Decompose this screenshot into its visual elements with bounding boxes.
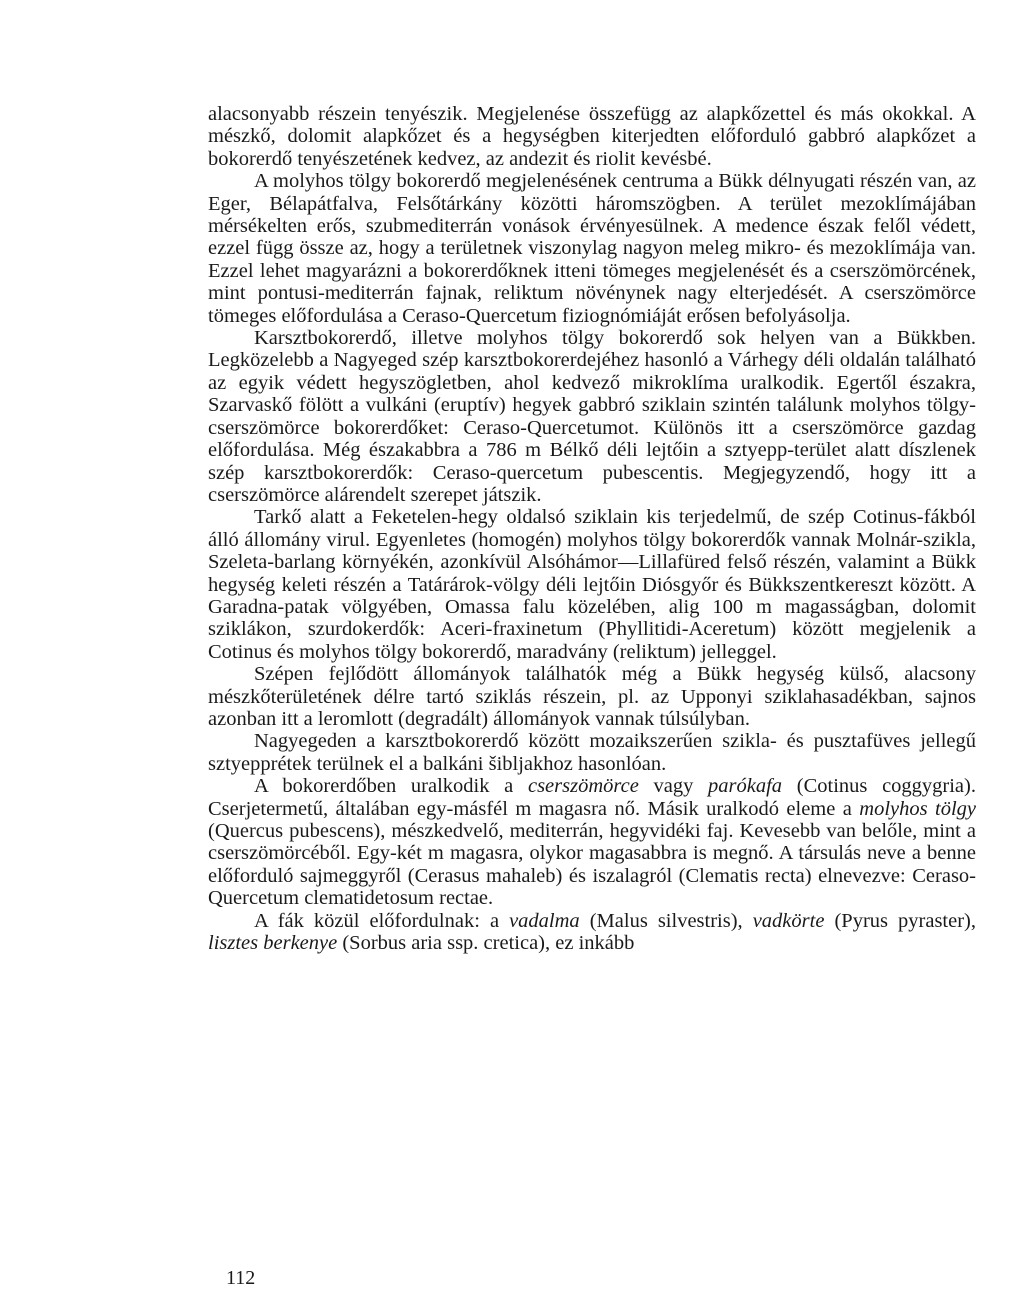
italic-term: molyhos tölgy (859, 797, 976, 820)
paragraph (208, 506, 976, 663)
text-run: (Pyrus pyraster), (824, 909, 977, 932)
text-run: A molyhos tölgy bokorerdő megjelenésének centruma a Bükk délnyugati részén van, az Eger, Bélapátfalva, Felsőtárkány közötti háromszögben. A terület mezoklímájában mérsékelten erős, szubmediterrán vonások érvényesülnek. A medence észak felől védett, ezzel függ össze az, hogy a területnek viszonylag nagyon meleg mikro- és mezoklímája van. Ezzel lehet magyarázni a bokorerdőknek itteni tömeges megjelenését és a cserszömörcének, mint pontusi-mediterrán fajnak, reliktum növénynek nagy elterjedését. A cserszömörce tömeges előfordulása a Ceraso-Quercetum fiziognómiáját erősen befolyásolja. (208, 170, 976, 327)
paragraph (208, 103, 976, 170)
text-run: Karsztbokorerdő, illetve molyhos tölgy bokorerdő sok helyen van a Bükkben. Legközelebb a Nagyeged szép karsztbokorerdejéhez hasonló a Várhegy déli oldalán található az egyik védett hegyszögletben, ahol kedvező mikroklíma uralkodik. Egertől északra, Szarvaskő fölött a vulkáni (eruptív) hegyek gabbró sziklain szintén találunk molyhos tölgy-cserszömörce bokorerdőket: Ceraso-Quercetumot. Különös itt a cserszömörce gazdag előfordulása. Még északabbra a 786 m Bélkő déli lejtőin a sztyepp-terület alatt díszlenek szép karsztbokorerdők: Ceraso-quercetum pubescentis. Megjegyzendő, hogy itt a cserszömörce alárendelt szerepet játszik. (208, 327, 976, 506)
page-number: 112 (226, 1267, 256, 1289)
paragraph (208, 910, 976, 955)
paragraph (208, 327, 976, 506)
text-run: alacsonyabb részein tenyészik. Megjelenése összefügg az alapkőzettel és más okokkal. A mészkő, dolomit alapkőzet és a hegységben kiterjedten előforduló gabbró alapkőzet a bokorerdő tenyészetének kedvez, az andezit és riolit kevésbé. (208, 103, 976, 170)
italic-term: vadkörte (752, 909, 825, 932)
paragraph (208, 730, 976, 775)
text-run: (Quercus pubescens), mészkedvelő, mediterrán, hegyvidéki faj. Kevesebb van belőle, mint a cserszömörcéből. Egy-két m magasra, olykor magasabbra is megnő. A társulás neve a benne előforduló sajmeggyről (Cerasus mahaleb) és iszalagról (Clematis recta) elnevezve: Ceraso-Quercetum clematidetosum rectae. (208, 820, 976, 910)
italic-term: parókafa (708, 775, 783, 798)
italic-term: cserszömörce (527, 775, 639, 798)
text-run: Szépen fejlődött állományok találhatók még a Bükk hegység külső, alacsony mészkőterületének délre tartó sziklás részein, pl. az Upponyi sziklahasadékban, sajnos azonban itt a leromlott (degradált) állományok vannak túlsúlyban. (208, 663, 976, 730)
paragraph (208, 775, 976, 909)
text-run: A bokorerdőben uralkodik a (254, 775, 528, 798)
text-run: (Malus silvestris), (579, 909, 753, 932)
italic-term: vadalma (509, 909, 580, 932)
text-run: (Sorbus aria ssp. cretica), ez inkább (337, 932, 635, 955)
italic-term: lisztes berkenye (208, 932, 338, 955)
paragraph (208, 663, 976, 730)
text-run: (Cotinus coggygria). Cserjetermetű, általában egy-másfél m magasra nő. Másik uralkodó eleme a (208, 775, 976, 820)
page-body (208, 103, 976, 954)
text-run: Tarkő alatt a Feketelen-hegy oldalsó sziklain kis terjedelmű, de szép Cotinus-fákból álló állomány virul. Egyenletes (homogén) molyhos tölgy bokorerdők vannak Molnár-szikla, Szeleta-barlang környékén, azonkívül Alsóhámor—Lillafüred felső részén, valamint a Bükk hegység keleti részén a Tatárárok-völgy déli lejtőin Diósgyőr és Bükkszentkereszt között. A Garadna-patak völgyében, Omassa falu közelében, alig 100 m magasságban, dolomit sziklákon, szurdokerdők: Aceri-fraxinetum (Phyllitidi-Aceretum) között megjelenik a Cotinus és molyhos tölgy bokorerdő, maradvány (reliktum) jelleggel. (208, 506, 976, 663)
text-run: vagy (638, 775, 709, 798)
paragraph (208, 170, 976, 327)
text-run: A fák közül előfordulnak: a (254, 909, 510, 932)
text-run: Nagyegeden a karsztbokorerdő között mozaikszerűen szikla- és pusztafüves jellegű sztyepprétek terülnek el a balkáni šibljakhoz hasonlóan. (208, 730, 976, 775)
